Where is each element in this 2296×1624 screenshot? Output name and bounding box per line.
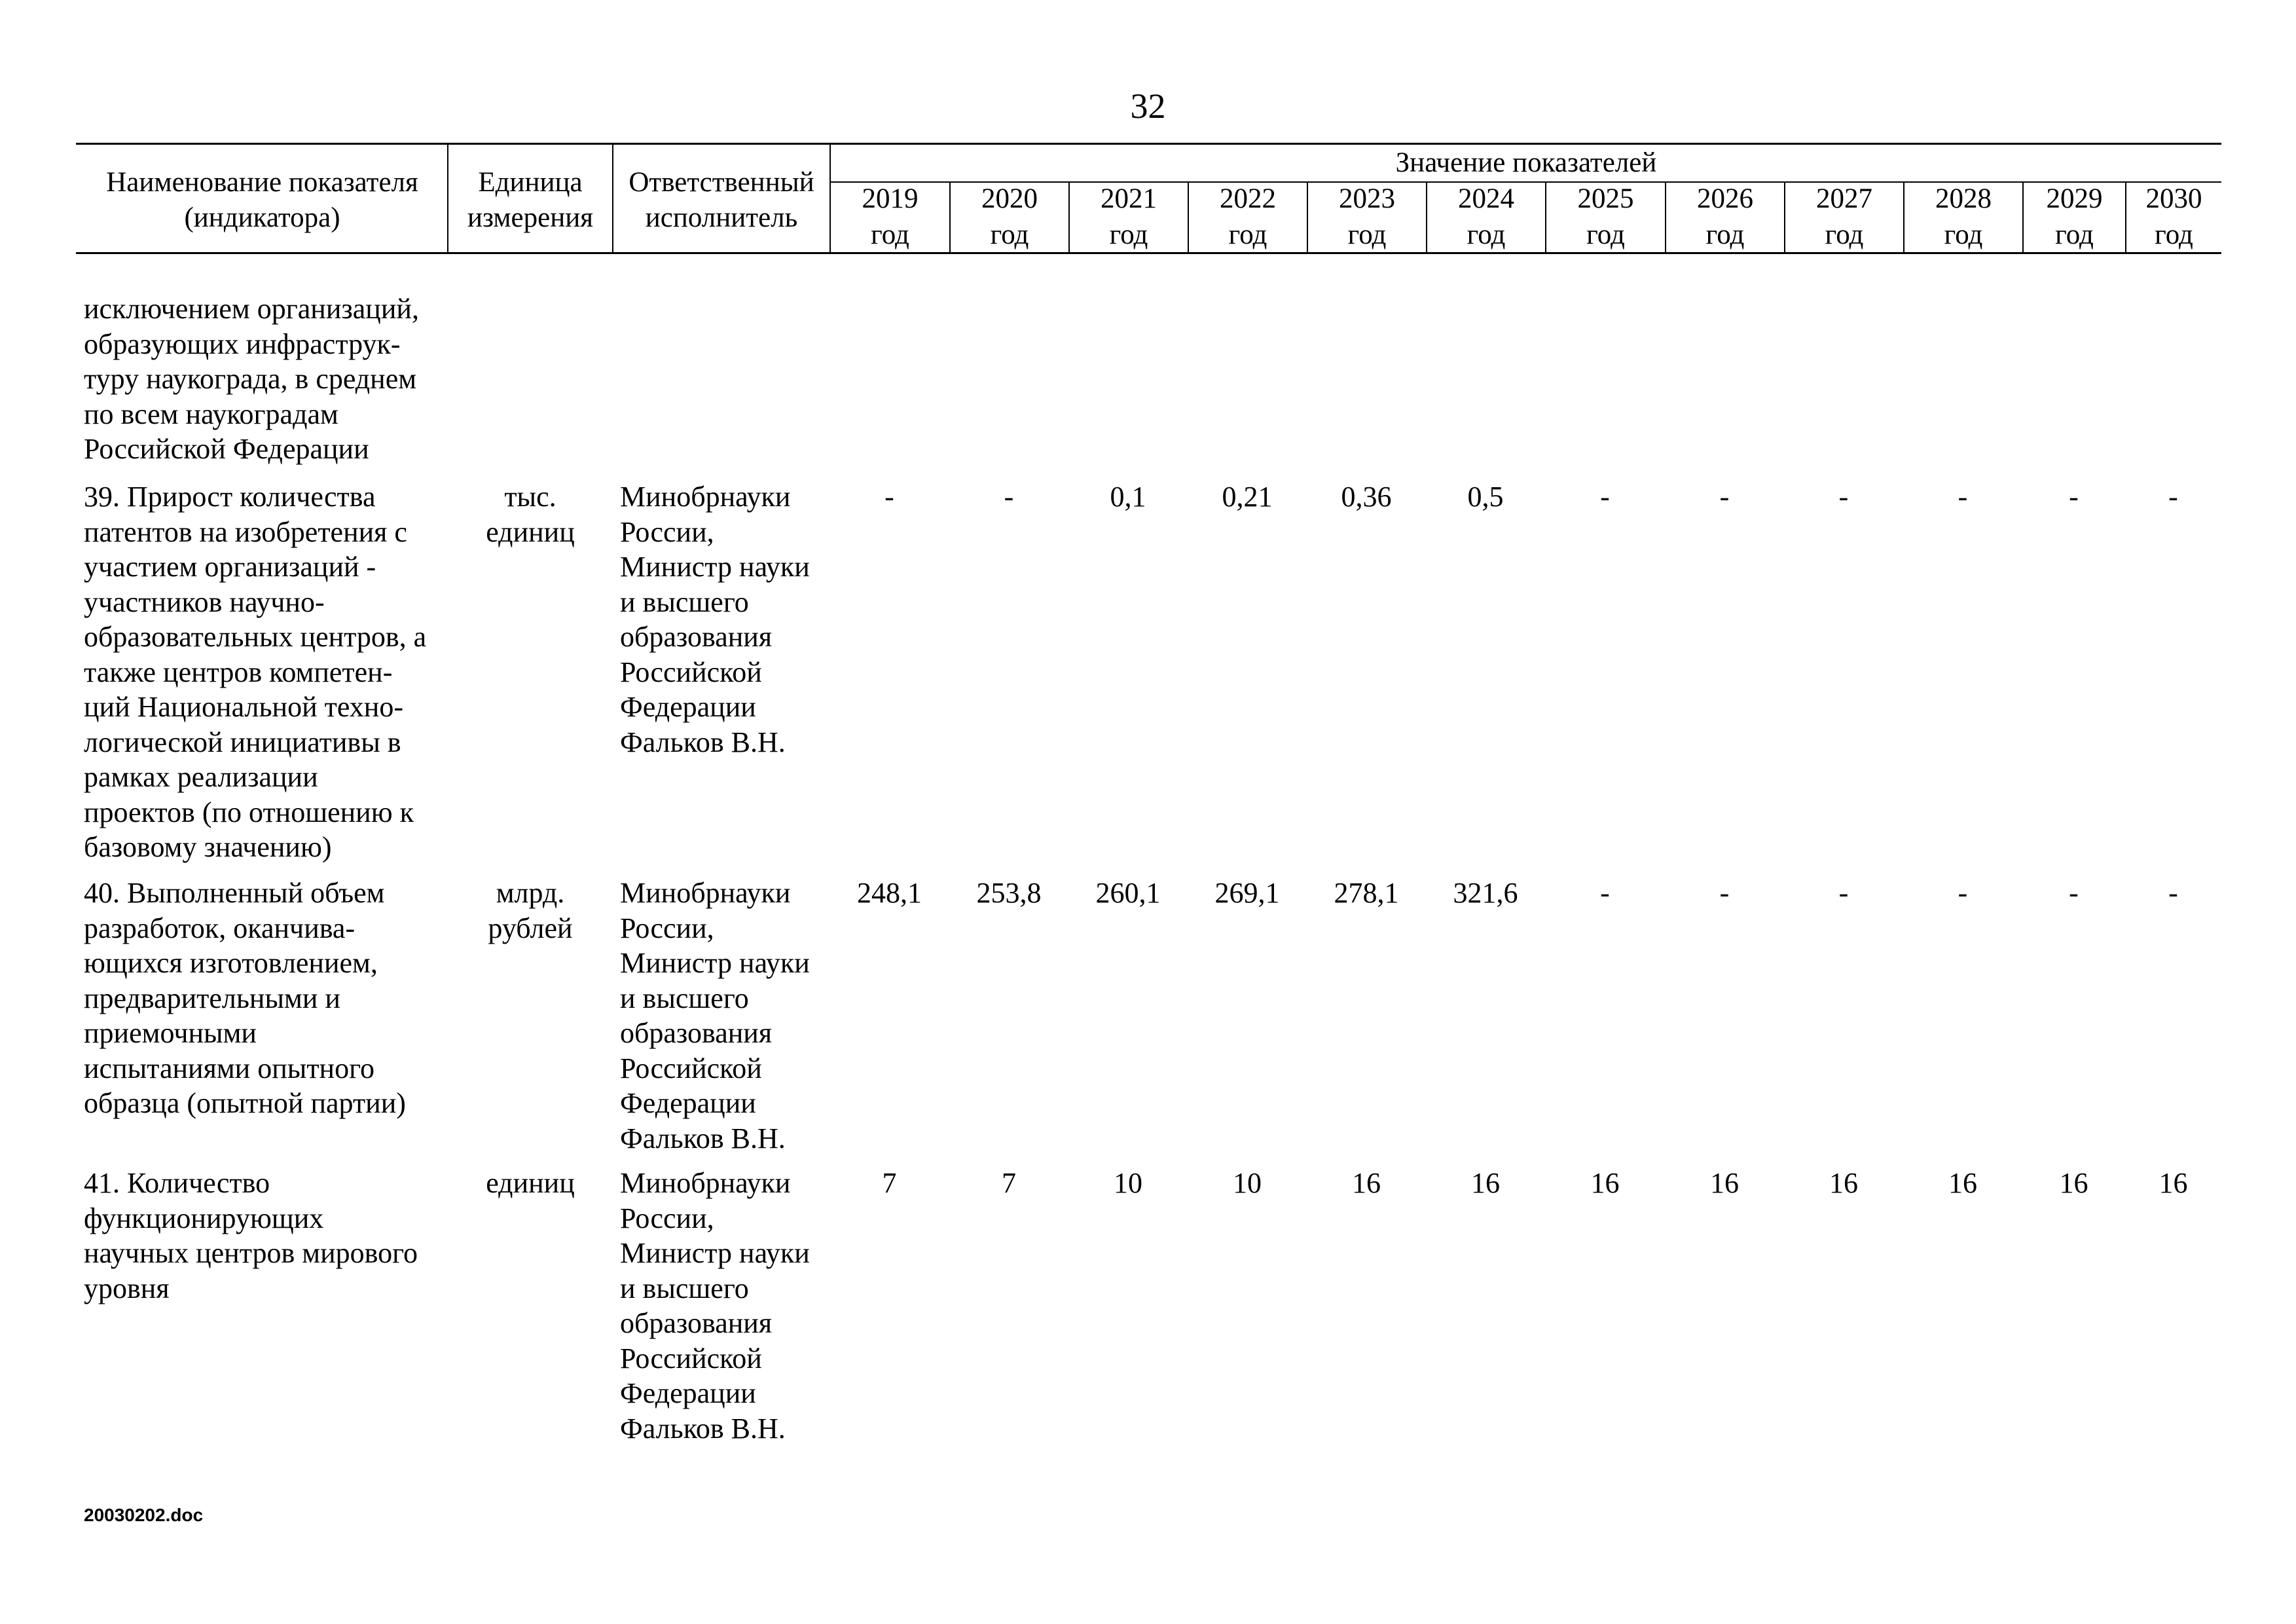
table-top-rule: [76, 143, 2221, 145]
row-value: 16: [1829, 1167, 1858, 1199]
header-responsible-column: Ответственный исполнитель: [629, 167, 814, 233]
row-value: 16: [1710, 1167, 1739, 1199]
row-value: 16: [1471, 1167, 1500, 1199]
row-value: 10: [1233, 1167, 1262, 1199]
header-year: 2019: [862, 183, 919, 214]
row-value: -: [1958, 481, 1968, 513]
footer-filename: 20030202.doc: [84, 1505, 204, 1525]
row-value: -: [1719, 877, 1730, 909]
row-value: 7: [1002, 1167, 1016, 1199]
header-year: 2028: [1935, 183, 1992, 214]
row-value: 0,5: [1467, 481, 1504, 513]
header-year: 2020: [981, 183, 1038, 214]
page-number: 32: [1130, 86, 1166, 126]
row-value: -: [1600, 481, 1610, 513]
header-year: 2024: [1458, 183, 1514, 214]
header-year-suffix: год: [2055, 219, 2094, 250]
header-year: 2029: [2046, 183, 2103, 214]
row-value: -: [1004, 481, 1014, 513]
header-year-suffix: год: [1944, 219, 1983, 250]
row-value: -: [2168, 481, 2178, 513]
header-year-suffix: год: [1347, 219, 1387, 250]
header-year: 2030: [2145, 183, 2202, 214]
row-value: 278,1: [1334, 877, 1399, 909]
row-responsible: Минобрнауки России, Министр науки и высшего образования Российской Федерации Фальков В.Н.: [620, 1167, 810, 1445]
header-year-suffix: год: [871, 219, 909, 250]
row-unit: единиц: [486, 1167, 575, 1199]
row-value: -: [2168, 877, 2178, 909]
row-responsible: Минобрнауки России, Министр науки и высшего образования Российской Федерации Фальков В.Н.: [620, 481, 810, 758]
row-unit: тыс. единиц: [486, 481, 575, 548]
row-value: 269,1: [1214, 877, 1280, 909]
row-value: 16: [1590, 1167, 1620, 1199]
header-year-suffix: год: [1109, 219, 1148, 250]
row-value: 0,21: [1222, 481, 1273, 513]
row-value: -: [884, 481, 894, 513]
header-year-suffix: год: [1467, 219, 1506, 250]
header-year-suffix: год: [2155, 219, 2193, 250]
header-year: 2027: [1816, 183, 1872, 214]
row-value: -: [1958, 877, 1968, 909]
header-year: 2026: [1697, 183, 1753, 214]
row-value: -: [1838, 481, 1849, 513]
header-unit-column: Единица измерения: [467, 167, 594, 233]
row-value: -: [2069, 877, 2079, 909]
row-value: 321,6: [1453, 877, 1518, 909]
row-value: 16: [2059, 1167, 2088, 1199]
row-value: 16: [1352, 1167, 1381, 1199]
row-value: 16: [2159, 1167, 2188, 1199]
header-year: 2023: [1339, 183, 1395, 214]
header-year-suffix: год: [1228, 219, 1267, 250]
row-value: 248,1: [857, 877, 922, 909]
continuation-text: исключением организаций, образующих инфраструк- туру наукограда, в среднем по всем наукоградам Российской Федерации: [84, 293, 419, 465]
row-value: 260,1: [1095, 877, 1161, 909]
row-value: -: [1600, 877, 1610, 909]
row-unit: млрд. рублей: [488, 877, 573, 944]
row-indicator-name: 39. Прирост количества патентов на изобретения с участием организаций - участников научно- образовательных центров, а также центров компетен- ций Национальной техно- логической инициативы в рамках реализации проектов (по отношению к базовому значению): [84, 481, 427, 863]
row-responsible: Минобрнауки России, Министр науки и высшего образования Российской Федерации Фальков В.Н.: [620, 877, 810, 1154]
row-value: 10: [1114, 1167, 1142, 1199]
header-year-suffix: год: [1705, 219, 1745, 250]
row-value: 0,1: [1110, 481, 1146, 513]
row-value: 7: [882, 1167, 897, 1199]
header-year: 2022: [1220, 183, 1276, 214]
header-values-group: Значение показателей: [1395, 147, 1657, 178]
row-value: -: [2069, 481, 2079, 513]
header-year: 2021: [1101, 183, 1157, 214]
row-value: -: [1838, 877, 1849, 909]
row-value: 16: [1948, 1167, 1977, 1199]
row-indicator-name: 41. Количество функционирующих научных центров мирового уровня: [84, 1167, 418, 1304]
row-value: 0,36: [1341, 481, 1392, 513]
header-year: 2025: [1577, 183, 1634, 214]
row-value: -: [1719, 481, 1730, 513]
header-year-suffix: год: [1586, 219, 1625, 250]
row-value: 253,8: [976, 877, 1042, 909]
header-year-suffix: год: [1825, 219, 1864, 250]
header-year-suffix: год: [990, 219, 1029, 250]
row-indicator-name: 40. Выполненный объем разработок, оканчива- ющихся изготовлением, предварительными и приемочными испытаниями опытного образца (опытной партии): [84, 877, 406, 1119]
header-name-column: Наименование показателя (индикатора): [106, 167, 418, 233]
